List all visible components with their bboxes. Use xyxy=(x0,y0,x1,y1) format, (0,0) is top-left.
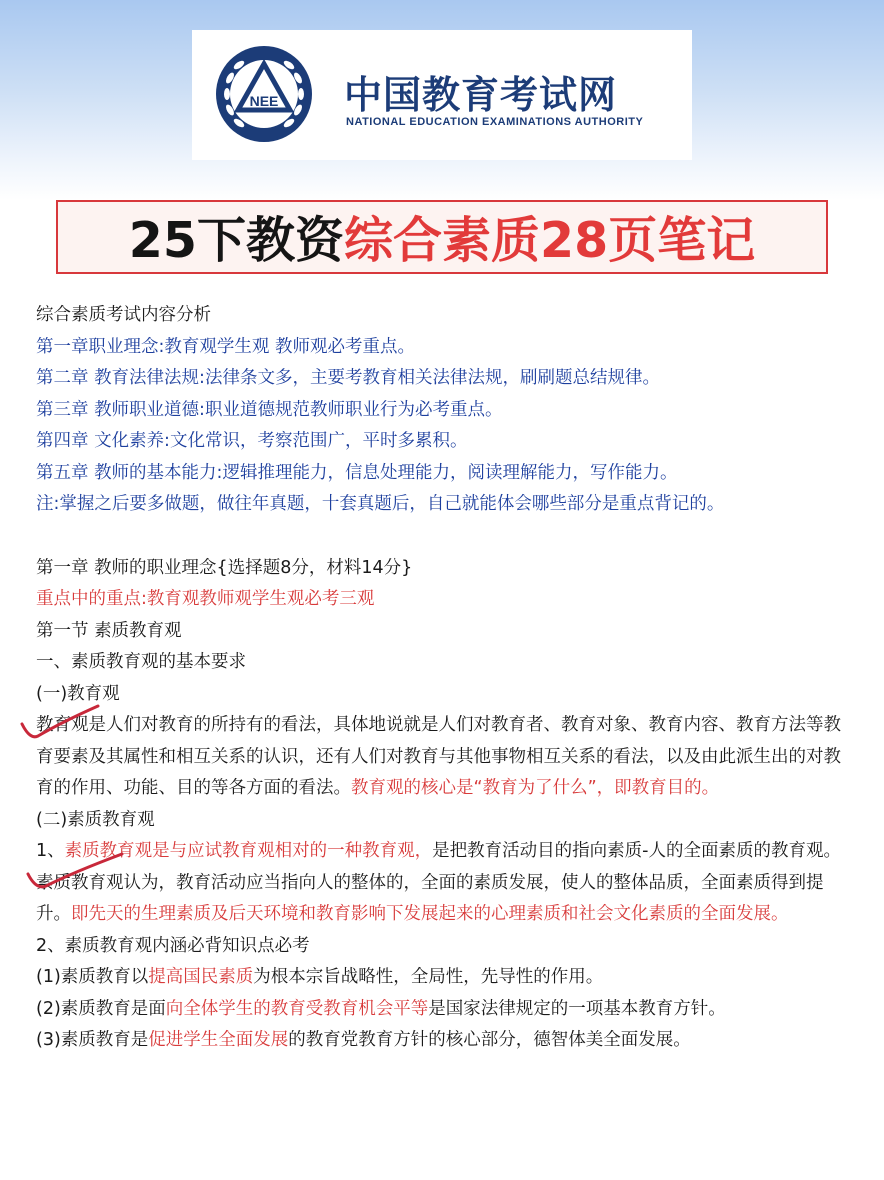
point-1-post: 为根本宗旨战略性，全局性，先导性的作用。 xyxy=(253,967,604,987)
section-title: 第一节 素质教育观 xyxy=(36,620,182,641)
point-3-pre: (3)素质教育是 xyxy=(36,1030,149,1050)
subsection-title: 一、素质教育观的基本要求 xyxy=(36,652,246,672)
logo-banner xyxy=(192,30,692,160)
analysis-heading: 综合素质考试内容分析 xyxy=(36,305,211,325)
point-3-highlight: 促进学生全面发展 xyxy=(148,1030,289,1050)
point-1-pre: (1)素质教育以 xyxy=(36,967,149,987)
item2-p1-text: 是把教育活动目的指向素质-人的全面素质的教育观。素质教育观认为，教育活动应当指向人的整体的，全面的素质发展，使人的整体品质，全面素质得到提升。 xyxy=(36,841,841,924)
item1-body-text: 教育观是人们对教育的所持有的看法，具体地说就是人们对教育者、教育对象、教育内容、教育方法等教育要素及其属性和相互关系的认识，还有人们对教育与其他事物相互关系的看法，以及由此派生出的对教育的作用、功能、目的等各方面的看法。 xyxy=(36,715,841,798)
site-name-chinese: 中国教育考试网 xyxy=(344,73,618,117)
point-2 xyxy=(36,994,848,1026)
point-2-highlight: 向全体学生的教育受教育机会平等 xyxy=(165,998,429,1019)
point-1 xyxy=(36,962,848,994)
chapter-summary-3: 第三章 教师职业道德:职业道德规范教师职业行为必考重点。 xyxy=(36,399,503,420)
point-3 xyxy=(36,1025,848,1057)
point-1-highlight: 提高国民素质 xyxy=(148,967,254,987)
item2-p1-highlight-1: 素质教育观是与应试教育观相对的一种教育观， xyxy=(64,841,433,861)
item2-p1-number: 1、 xyxy=(36,841,65,861)
key-point: 重点中的重点:教育观教师观学生观必考三观 xyxy=(36,589,375,609)
title-red-part: 综合素质28页笔记 xyxy=(344,212,756,269)
item1-body xyxy=(36,710,848,805)
point-3-post: 的教育党教育方针的核心部分，德智体美全面发展。 xyxy=(288,1030,691,1050)
chapter-summary-1: 第一章职业理念:教育观学生观 教师观必考重点。 xyxy=(36,336,415,357)
study-note: 注:掌握之后要多做题，做往年真题，十套真题后，自己就能体会哪些部分是重点背记的。 xyxy=(36,494,725,514)
chapter-summary-4: 第四章 文化素养:文化常识，考察范围广，平时多累积。 xyxy=(36,431,468,451)
site-name-english: NATIONAL EDUCATION EXAMINATIONS AUTHORITY xyxy=(346,116,644,128)
item1-title: (一)教育观 xyxy=(36,683,120,704)
point-2-post: 是国家法律规定的一项基本教育方针。 xyxy=(428,998,726,1019)
item2-p1-highlight-2: 即先天的生理素质及后天环境和教育影响下发展起来的心理素质和社会文化素质的全面发展。 xyxy=(71,904,789,924)
emblem-text: NEE xyxy=(249,93,279,109)
chapter-summary-2: 第二章 教育法律法规:法律条文多，主要考教育相关法律法规，刷刷题总结规律。 xyxy=(36,368,660,388)
nee-emblem-icon xyxy=(214,44,314,144)
chapter-summary-5: 第五章 教师的基本能力:逻辑推理能力，信息处理能力，阅读理解能力，写作能力。 xyxy=(36,462,678,483)
notes-content xyxy=(36,300,848,1057)
item2-paragraph-1 xyxy=(36,836,848,931)
point-2-pre: (2)素质教育是面 xyxy=(36,998,166,1019)
item1-body-highlight: 教育观的核心是“教育为了什么”，即教育目的。 xyxy=(351,778,720,798)
item2-paragraph-2: 2、素质教育观内涵必背知识点必考 xyxy=(36,935,310,956)
chapter1-heading: 第一章 教师的职业理念{选择题8分，材料14分} xyxy=(36,557,413,578)
spacer xyxy=(36,521,848,553)
page-title xyxy=(56,200,828,274)
title-black-part: 25下教资 xyxy=(128,212,344,269)
item2-title: (二)素质教育观 xyxy=(36,809,155,830)
